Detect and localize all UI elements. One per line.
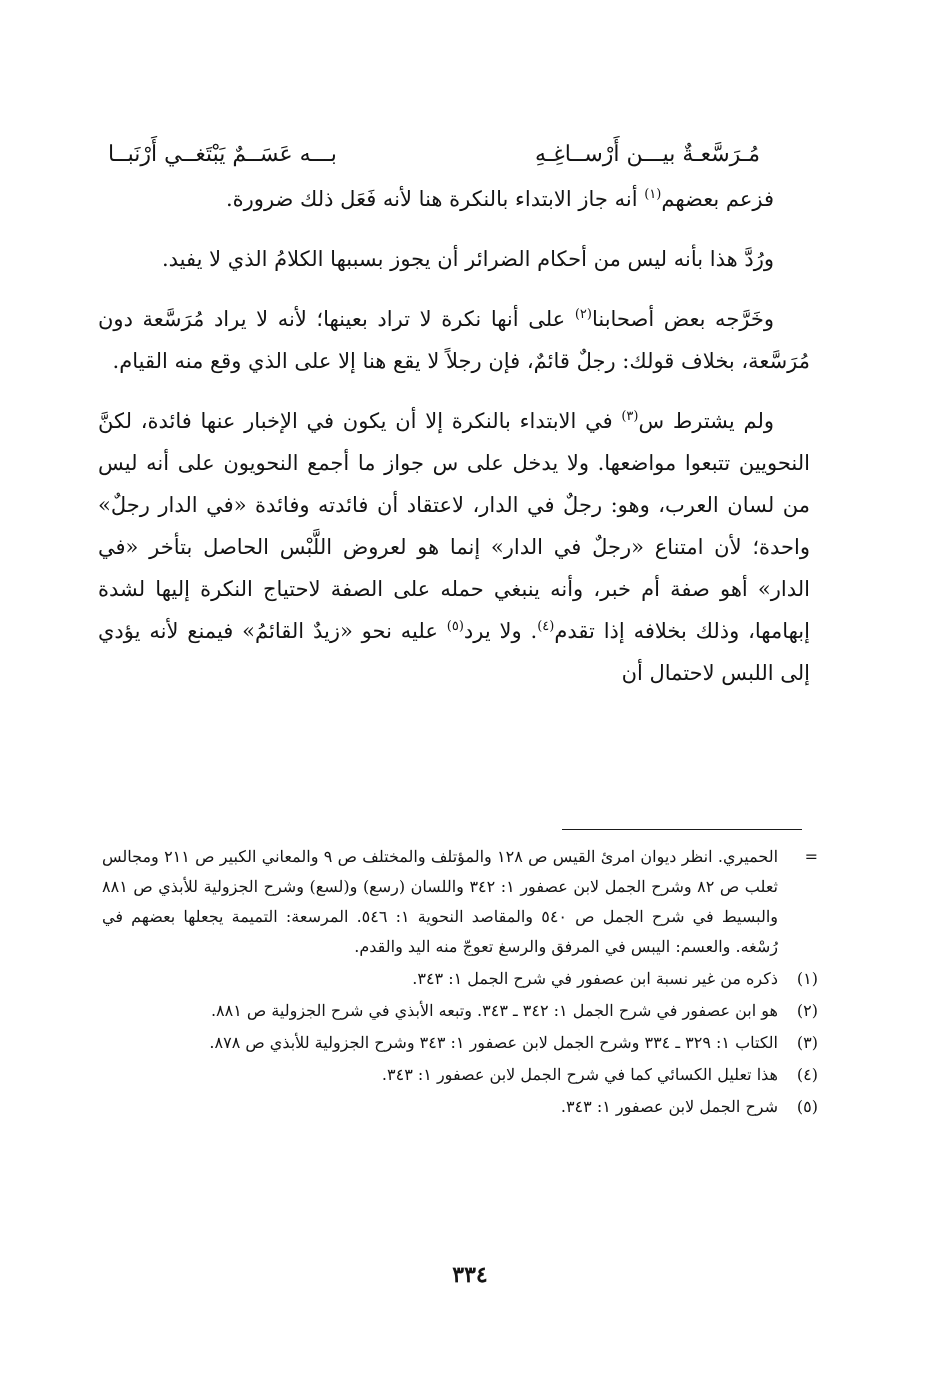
footnote-text: هذا تعليل الكسائي كما في شرح الجمل لابن عصفور ١: ٣٤٣. xyxy=(381,1065,778,1084)
footnote xyxy=(102,1028,818,1058)
poetry-verse xyxy=(98,132,810,178)
footnote xyxy=(102,1060,818,1090)
paragraph-text: في الابتداء بالنكرة إلا أن يكون في الإخبار عنها فائدة، لكنَّ النحويين تتبعوا مواضعها. ولا يدخل على س جواز ما أجمع النحويون على أنه ليس من لسان العرب، وهو: رجلٌ في الدار، لاعتقاد أن فائدته وفائدة «في الدار رجلٌ» واحدة؛ لأن امتناع «رجلٌ في الدار» إنما هو لعروض اللَّبْس الحاصل بتأخر «في الدار» أهو صفة أم خبر، وأنه ينبغي حمله على الصفة لاحتياج النكرة إليها لشدة إبهامها، وذلك بخلافه إذا تقدم xyxy=(98,409,810,643)
footnote-text: الحميري. انظر ديوان امرئ القيس ص ١٢٨ والمؤتلف والمختلف ص ٩ والمعاني الكبير ص ٢١١ ومجالس ثعلب ص ٨٢ وشرح الجمل لابن عصفور ١: ٣٤٢ واللسان (رسع) و(لسع) وشرح الجزولية للأبذي ص ٨٨١ والبسيط في شرح الجمل ص ٥٤٠ والمقاصد النحوية ١: ٥٤٦. المرسعة: التميمة يجعلها بعضهم في رُسْغه. والعسم: اليبس في المرفق والرسغ تعوجّ منه اليد والقدم. xyxy=(102,847,779,956)
footnote-reference[interactable]: (٢) xyxy=(574,307,592,322)
footnote-reference[interactable]: (٤) xyxy=(537,619,555,634)
paragraph-text: على أنها نكرة لا تراد بعينها؛ لأنه لا يراد مُرَسَّعة دون مُرَسَّعة، بخلاف قولك: رجلٌ قائمٌ، فإن رجلاً لا يقع هنا إلا على الذي وقع منه القيام. xyxy=(98,307,810,373)
paragraph xyxy=(98,238,810,280)
paragraph xyxy=(98,298,810,382)
footnote-text: ذكره من غير نسبة ابن عصفور في شرح الجمل ١: ٣٤٣. xyxy=(412,969,778,988)
page-number: ٣٣٤ xyxy=(452,1262,488,1288)
footnote xyxy=(102,996,818,1026)
paragraph xyxy=(98,400,810,694)
footnote-number: (٢) xyxy=(796,1001,818,1020)
paragraph-text: عليه نحو «زيدٌ القائمُ» فيمنع لأنه يؤدي إلى اللبس لاحتمال أن xyxy=(98,619,810,685)
main-text xyxy=(98,132,810,712)
paragraph xyxy=(98,178,810,220)
footnote-text: الكتاب ١: ٣٢٩ ـ ٣٣٤ وشرح الجمل لابن عصفور ١: ٣٤٣ وشرح الجزولية للأبذي ص ٨٧٨. xyxy=(209,1033,778,1052)
footnote xyxy=(102,1092,818,1122)
footnote-reference[interactable]: (٥) xyxy=(446,619,464,634)
paragraph-text: ورُدَّ هذا بأنه ليس من أحكام الضرائر أن يجوز بسببها الكلامُ الذي لا يفيد. xyxy=(161,247,774,271)
footnote-number: = xyxy=(804,847,818,866)
footnote-text: هو ابن عصفور في شرح الجمل ١: ٣٤٢ ـ ٣٤٣. وتبعه الأبذي في شرح الجزولية ص ٨٨١. xyxy=(210,1001,778,1020)
footnote-reference[interactable]: (١) xyxy=(644,187,662,202)
paragraph-text: وخَرَّجه بعض أصحابنا xyxy=(591,307,775,331)
footnote-number: (١) xyxy=(796,969,818,988)
paragraph-text: . ولا يرد xyxy=(463,619,538,643)
verse-second-hemistich: بـــه عَسَــمٌ يَبْتَغــي أَرْنَبــا xyxy=(108,142,337,167)
footnote-reference[interactable]: (٣) xyxy=(621,409,639,424)
paragraph-text: ولم يشترط س xyxy=(638,409,774,433)
footnote xyxy=(102,964,818,994)
footnotes xyxy=(102,842,818,1124)
verse-first-hemistich: مُـرَسَّعـةٌ بيـــن أَرْســاغِـهِ xyxy=(535,142,760,167)
footnote-separator xyxy=(562,829,802,830)
footnote xyxy=(102,842,818,962)
footnote-number: (٥) xyxy=(796,1097,818,1116)
paragraph-text: أنه جاز الابتداء بالنكرة هنا لأنه فَعَل ذلك ضرورة. xyxy=(225,187,645,211)
footnote-number: (٣) xyxy=(796,1033,818,1052)
paragraph-text: فزعم بعضهم xyxy=(661,187,774,211)
footnote-text: شرح الجمل لابن عصفور ١: ٣٤٣. xyxy=(560,1097,778,1116)
footnote-number: (٤) xyxy=(796,1065,818,1084)
